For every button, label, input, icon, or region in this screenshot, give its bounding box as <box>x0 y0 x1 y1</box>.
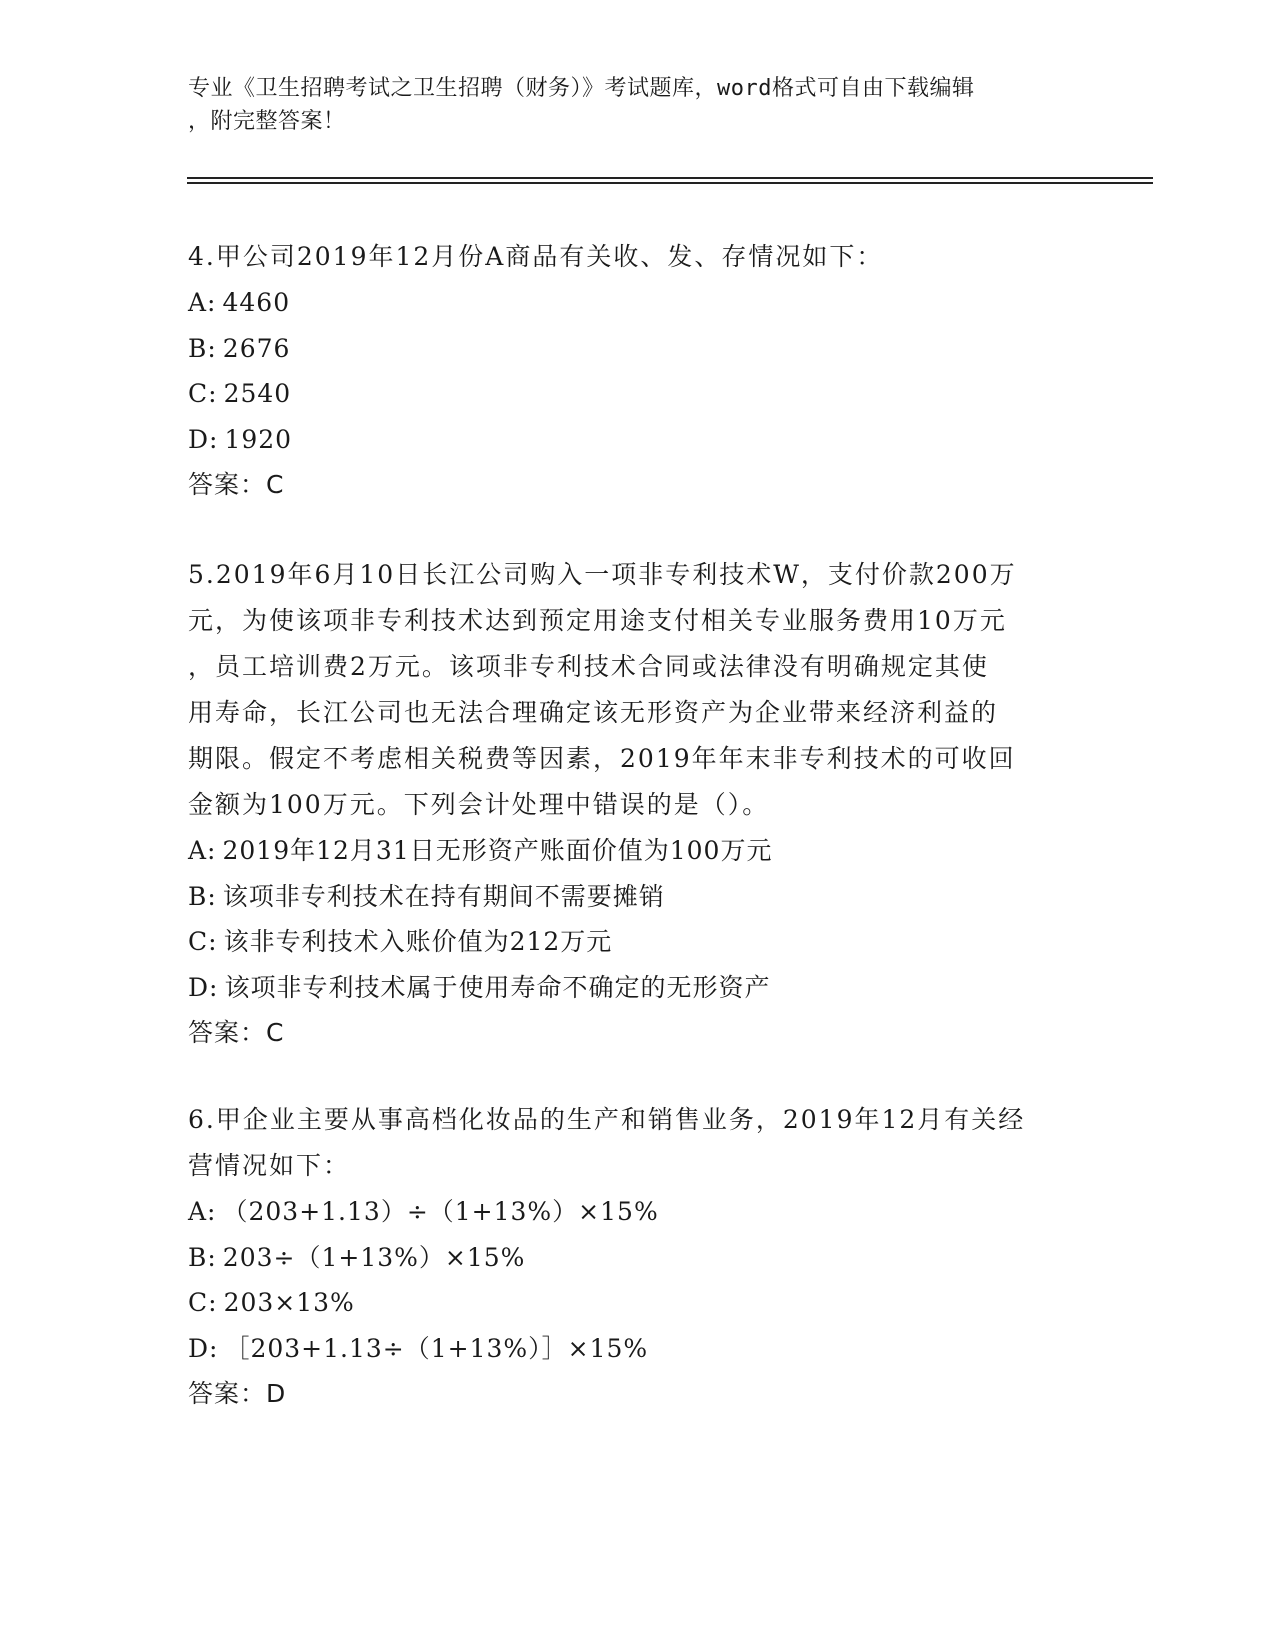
question-stem-line: 6.甲企业主要从事高档化妆品的生产和销售业务，2019年12月有关经 <box>188 1105 1026 1134</box>
header-divider-top <box>187 177 1153 179</box>
option-key: B: <box>188 1242 217 1272</box>
option-key: A: <box>188 836 217 865</box>
option-d <box>188 1326 1078 1372</box>
option-text: ［203+1.13÷（1+13%）］×15% <box>224 1333 649 1363</box>
option-key: C: <box>188 1288 218 1317</box>
option-key: D: <box>188 972 219 1002</box>
option-b <box>188 874 1078 920</box>
option-key: B: <box>188 881 217 911</box>
option-key: D: <box>188 424 219 454</box>
option-text: 203÷（1+13%）×15% <box>222 1242 526 1272</box>
option-text: （203+1.13）÷（1+13%）×15% <box>222 1197 659 1226</box>
option-c <box>188 919 1078 965</box>
question-stem-line: 营情况如下： <box>188 1151 351 1180</box>
header-divider-bottom <box>187 182 1153 184</box>
question-stem-line: 4.甲公司2019年12月份A商品有关收、发、存情况如下： <box>188 242 884 271</box>
option-key: C: <box>188 927 218 956</box>
option-text: 2676 <box>222 333 291 363</box>
question-4 <box>188 234 1078 507</box>
option-b <box>188 326 1078 372</box>
option-key: A: <box>188 1197 217 1226</box>
option-a <box>188 1189 1078 1235</box>
header-line-2: ，附完整答案！ <box>188 109 346 134</box>
option-text: 203×13% <box>223 1288 355 1317</box>
option-a <box>188 828 1078 874</box>
option-d <box>188 417 1078 463</box>
answer: 答案：C <box>188 1018 285 1047</box>
option-text: 1920 <box>224 424 293 454</box>
answer: 答案：D <box>188 1379 287 1408</box>
question-5 <box>188 552 1078 1055</box>
option-a <box>188 280 1078 326</box>
question-stem-line: ，员工培训费2万元。该项非专利技术合同或法律没有明确规定其使 <box>188 652 989 681</box>
option-c <box>188 1280 1078 1326</box>
option-text: 4460 <box>222 288 291 317</box>
option-key: A: <box>188 288 217 317</box>
option-key: C: <box>188 379 218 408</box>
option-text: 该非专利技术入账价值为212万元 <box>223 927 613 956</box>
answer: 答案：C <box>188 470 285 499</box>
document-header <box>188 72 1088 138</box>
option-key: D: <box>188 1333 219 1363</box>
option-key: B: <box>188 333 217 363</box>
question-6 <box>188 1097 1078 1416</box>
option-text: 2019年12月31日无形资产账面价值为100万元 <box>222 836 773 865</box>
question-stem-line: 5.2019年6月10日长江公司购入一项非专利技术W，支付价款200万 <box>188 560 1017 589</box>
question-stem-line: 用寿命，长江公司也无法合理确定该无形资产为企业带来经济利益的 <box>188 698 999 727</box>
option-d <box>188 965 1078 1011</box>
option-c <box>188 371 1078 417</box>
question-stem-line: 金额为100万元。下列会计处理中错误的是（）。 <box>188 790 770 819</box>
question-stem-line: 元，为使该项非专利技术达到预定用途支付相关专业服务费用10万元 <box>188 606 1007 635</box>
question-stem-line: 期限。假定不考虑相关税费等因素，2019年年末非专利技术的可收回 <box>188 744 1016 773</box>
option-b <box>188 1235 1078 1281</box>
option-text: 该项非专利技术在持有期间不需要摊销 <box>222 881 665 911</box>
option-text: 该项非专利技术属于使用寿命不确定的无形资产 <box>224 972 771 1002</box>
header-line-1: 专业《卫生招聘考试之卫生招聘（财务）》考试题库，word格式可自由下载编辑 <box>188 76 975 101</box>
option-text: 2540 <box>223 379 292 408</box>
